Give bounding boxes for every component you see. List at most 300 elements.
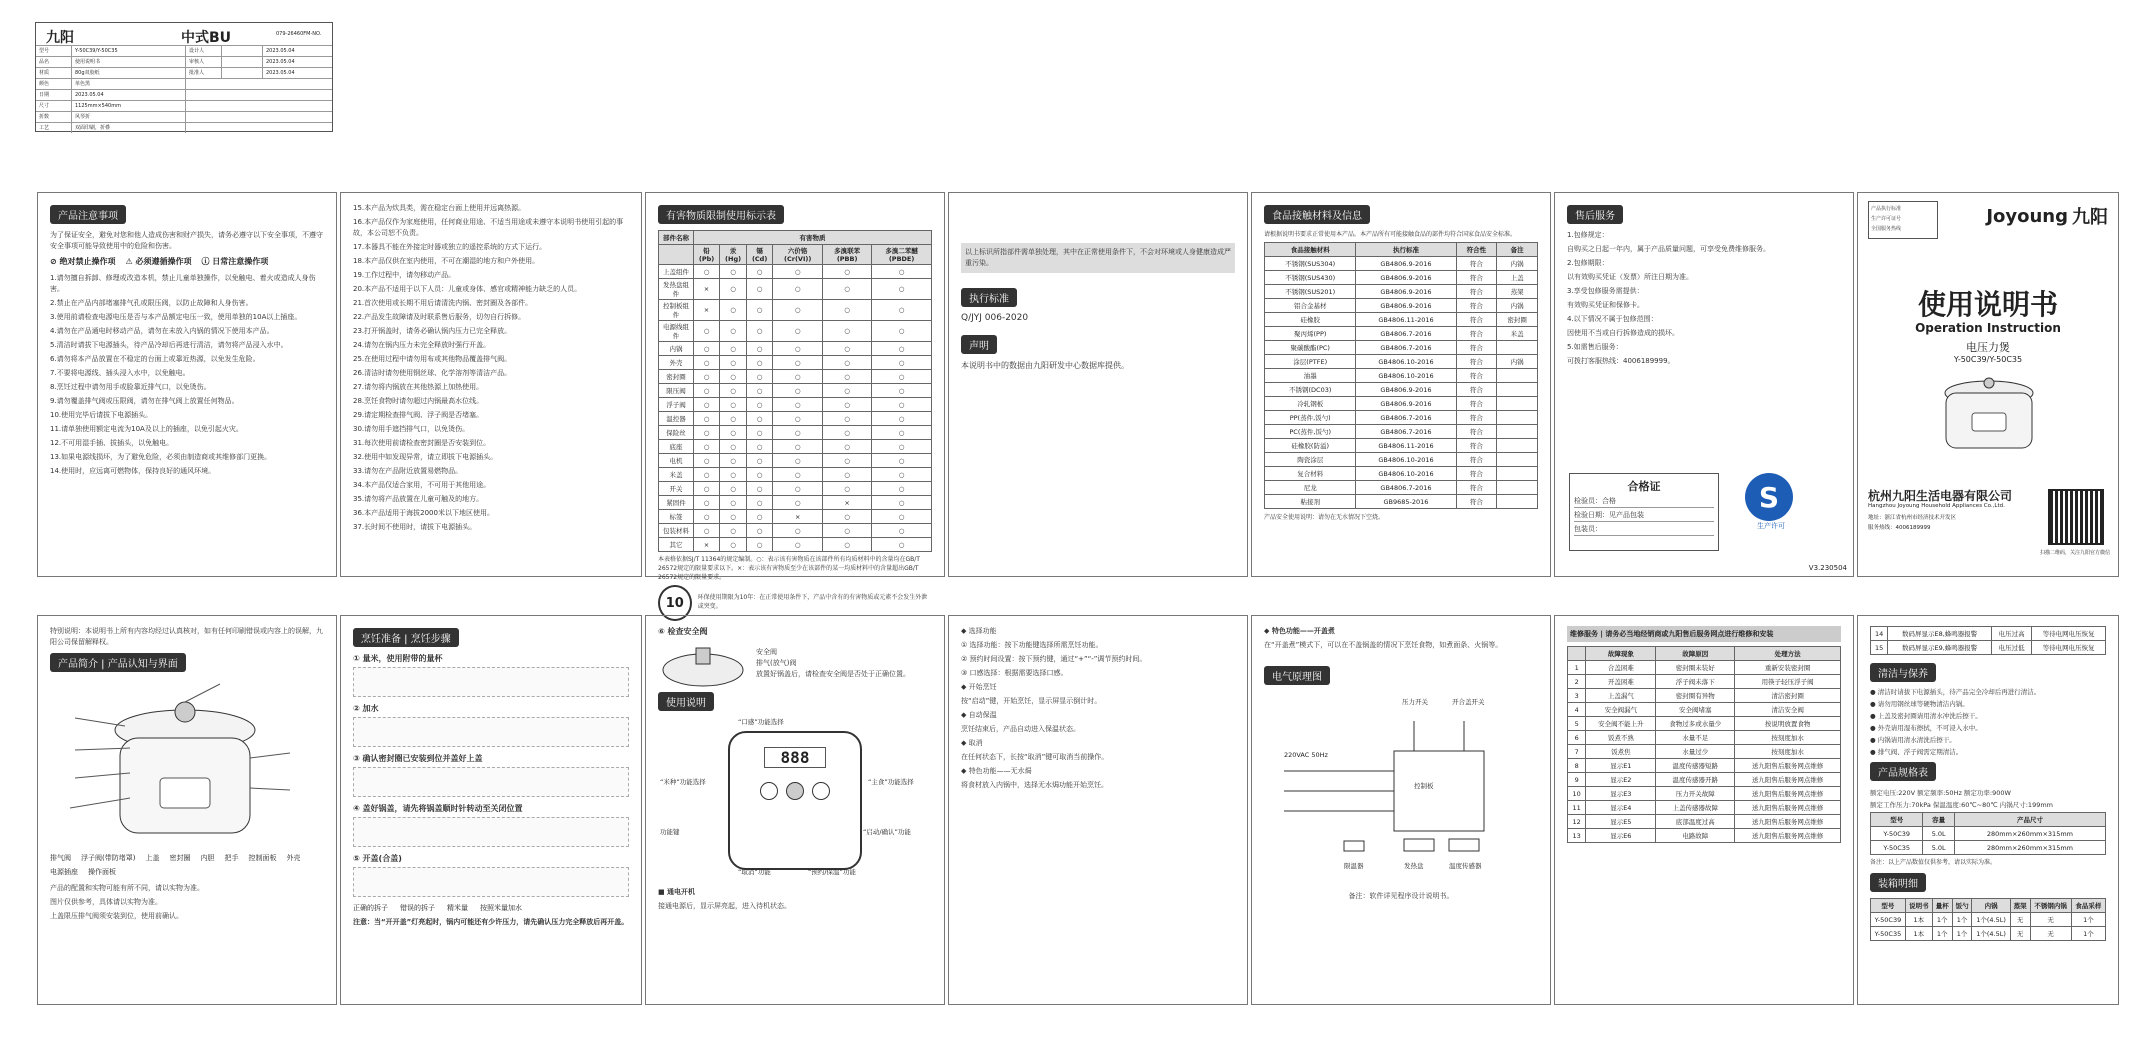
table-cell: 280mm×260mm×315mm xyxy=(1954,827,2105,841)
circuit-header: 电气原理图 xyxy=(1264,666,1330,685)
cert-row: 检验员：合格 xyxy=(1574,496,1714,508)
table-cell: 数码屏显示E8,蜂鸣器报警 xyxy=(1888,627,1992,641)
table-cell: 5.0L xyxy=(1923,841,1954,855)
table-cell: 不锈钢(SUS430) xyxy=(1265,271,1356,285)
table-cell: 符合 xyxy=(1456,257,1497,271)
table-cell: PC(蒸件,饭勺) xyxy=(1265,425,1356,439)
safety-item: 1.请勿擅自拆卸、修理或改造本机，禁止儿童单独操作，以免触电、着火或造成人身伤害。 xyxy=(50,274,316,293)
part-label: 内胆 xyxy=(200,854,215,862)
part-label: 把手 xyxy=(224,854,239,862)
table-header-cell: 食品采样 xyxy=(2071,899,2105,913)
table-header-cell xyxy=(1568,647,1586,661)
sign-label: 设计人 xyxy=(186,46,222,56)
table-cell: 蒸架 xyxy=(1497,285,1538,299)
cancel-button[interactable] xyxy=(812,782,830,800)
safety-panel-2 xyxy=(340,192,642,577)
cover-info-box xyxy=(1868,201,1938,239)
table-cell: 符合 xyxy=(1456,495,1497,509)
table-cell: 电源线组件 xyxy=(659,321,694,342)
spec-row xyxy=(36,45,332,56)
table-cell: 符合 xyxy=(1456,369,1497,383)
table-cell: 13 xyxy=(1568,829,1586,843)
table-cell: 1 xyxy=(1568,661,1586,675)
safety-items xyxy=(50,273,324,477)
table-header-cell: 部件名称 xyxy=(659,231,694,245)
spec-row xyxy=(1871,827,2106,841)
spec-row-value: 2023.05.04 xyxy=(72,90,186,100)
table-cell: 重新安装密封圈 xyxy=(1735,661,1841,675)
table-cell: ○ xyxy=(720,265,747,279)
start-button[interactable] xyxy=(786,782,804,800)
table-cell: 符合 xyxy=(1456,481,1497,495)
table-cell: ○ xyxy=(872,524,932,538)
cooker-illustration xyxy=(1934,371,2044,461)
repair-row xyxy=(1568,731,1841,745)
table-cell: ○ xyxy=(693,468,719,482)
table-cell: ○ xyxy=(693,265,719,279)
intro-header: 产品简介 | 产品认知与界面 xyxy=(50,653,186,672)
cooking-step: ② 加水 xyxy=(353,704,379,713)
table-cell: 1本 xyxy=(1905,927,1932,941)
table-cell: 9 xyxy=(1568,773,1586,787)
table-header-cell: 多溴联苯(PBB) xyxy=(823,245,872,265)
logo-cn: 九阳 xyxy=(2072,207,2108,228)
table-cell: ○ xyxy=(720,321,747,342)
table-cell: ○ xyxy=(872,265,932,279)
safety-item: 21.首次使用或长期不用后请清洗内锅、密封圈及各部件。 xyxy=(353,299,533,307)
certificate xyxy=(1569,473,1719,551)
table-cell: 送九阳售后服务网点维修 xyxy=(1735,815,1841,829)
table-cell: 符合 xyxy=(1456,383,1497,397)
spec-panel xyxy=(1857,615,2119,1005)
table-cell: PP(蒸件,饭勺) xyxy=(1265,411,1356,425)
table-cell: GB4806.9-2016 xyxy=(1356,397,1456,411)
table-header-cell: 说明书 xyxy=(1905,899,1932,913)
spec-row-value: 使用说明书 xyxy=(72,57,186,67)
circuit-label: 开合盖开关 xyxy=(1452,698,1485,706)
safety-item: 2.禁止在产品内部堵塞排气孔或限压阀，以防止故障和人身伤害。 xyxy=(50,299,253,307)
table-cell: ○ xyxy=(693,342,719,356)
table-cell: 不锈钢(SUS201) xyxy=(1265,285,1356,299)
table-cell: 开关 xyxy=(659,482,694,496)
function-items xyxy=(961,626,1235,791)
spec-row xyxy=(36,78,332,89)
hazard-row xyxy=(659,412,932,426)
table-cell: 显示E1 xyxy=(1586,759,1656,773)
table-cell xyxy=(1497,495,1538,509)
table-cell: ○ xyxy=(747,524,773,538)
after-sales-item: 可拨打客服热线：4006189999。 xyxy=(1567,357,1675,365)
hazard-row xyxy=(659,482,932,496)
table-cell: 其它 xyxy=(659,538,694,552)
table-cell: 上盖漏气 xyxy=(1586,689,1656,703)
safety-item: 26.清洁时请勿使用钢丝球、化学溶剂等清洁产品。 xyxy=(353,369,512,377)
standard-header: 执行标准 xyxy=(961,288,1017,307)
after-sales-panel xyxy=(1554,192,1854,577)
spec-row-label: 工艺 xyxy=(36,123,72,133)
table-cell: ○ xyxy=(872,321,932,342)
table-cell: 符合 xyxy=(1456,285,1497,299)
safety-item: 29.请定期检查排气阀、浮子阀是否堵塞。 xyxy=(353,411,484,419)
table-cell: 12 xyxy=(1568,815,1586,829)
qs-text: 生产许可 xyxy=(1757,522,1785,530)
part-label: 操作面板 xyxy=(88,868,116,876)
table-cell: 2 xyxy=(1568,675,1586,689)
table-cell xyxy=(1497,453,1538,467)
safety-header: 产品注意事项 xyxy=(50,205,126,224)
safety-item: 11.请单独使用额定电流为10A及以上的插座，以免引起火灾。 xyxy=(50,425,243,433)
cooking-label: 正确的拆子 xyxy=(353,904,388,912)
table-cell: ○ xyxy=(773,482,823,496)
table-cell: 尼龙 xyxy=(1265,481,1356,495)
table-cell: ○ xyxy=(872,426,932,440)
table-cell: GB4806.9-2016 xyxy=(1356,299,1456,313)
table-cell: 压力开关故障 xyxy=(1656,787,1735,801)
safety-item: 6.请勿将本产品放置在不稳定的台面上或靠近热源，以免发生危险。 xyxy=(50,355,260,363)
table-cell: 14 xyxy=(1871,627,1888,641)
power-title: ■ 通电开机 xyxy=(658,888,696,896)
function-item: ◆ 开始烹饪 xyxy=(961,683,997,691)
table-header-cell: 故障现象 xyxy=(1586,647,1656,661)
qr-caption: 扫描二维码，关注九阳官方微信 xyxy=(2039,550,2110,556)
spec-line: 额定工作压力:70kPa 保温温度:60℃~80℃ 内锅尺寸:199mm xyxy=(1870,801,2054,809)
function-item: 按“启动”键，开始烹饪，显示屏显示倒计时。 xyxy=(961,697,1102,705)
spec-type: 中式BU xyxy=(181,30,232,46)
spec-row-label: 尺寸 xyxy=(36,101,72,111)
function-item: ◆ 选择功能 xyxy=(961,627,997,635)
safety-item: 30.请勿用手遮挡排气口，以免烫伤。 xyxy=(353,425,470,433)
spec-row-label: 颜色 xyxy=(36,79,72,89)
table-cell: 限压阀 xyxy=(659,384,694,398)
hazard-row xyxy=(659,440,932,454)
table-cell: ○ xyxy=(720,510,747,524)
repair-row xyxy=(1568,703,1841,717)
table-cell xyxy=(1497,481,1538,495)
hazard-row xyxy=(659,300,932,321)
sign-label: 审核人 xyxy=(186,57,222,67)
table-cell: 底座 xyxy=(659,440,694,454)
table-cell: ○ xyxy=(773,279,823,300)
after-sales-item: 5.如需售后服务： xyxy=(1567,343,1623,351)
cover-box-line: 产品执行标准 xyxy=(1871,206,1902,212)
table-cell: ○ xyxy=(773,398,823,412)
standard-value: Q/JYJ 006-2020 xyxy=(961,313,1029,323)
table-cell: 紧固件 xyxy=(659,496,694,510)
table-cell: ○ xyxy=(773,426,823,440)
table-cell: ○ xyxy=(823,279,872,300)
table-cell: ○ xyxy=(872,510,932,524)
table-cell: ○ xyxy=(693,398,719,412)
table-cell: ○ xyxy=(823,300,872,321)
food-row xyxy=(1265,285,1538,299)
table-cell: ○ xyxy=(720,412,747,426)
joyoung-logo xyxy=(1986,203,2108,229)
table-cell: 上盖传感器故障 xyxy=(1656,801,1735,815)
safety-panel-1 xyxy=(37,192,337,577)
table-cell: 送九阳售后服务网点维修 xyxy=(1735,801,1841,815)
hazard-row xyxy=(659,426,932,440)
table-cell: 内锅 xyxy=(659,342,694,356)
safety-item: 28.烹饪食物时请勿超过内锅最高水位线。 xyxy=(353,397,484,405)
table-cell: 不锈钢(SUS304) xyxy=(1265,257,1356,271)
part-label: 电源插座 xyxy=(50,868,78,876)
safety-legend xyxy=(50,256,324,267)
cert-rows xyxy=(1574,496,1714,536)
table-cell: ○ xyxy=(872,384,932,398)
table-cell: 上盖 xyxy=(1497,271,1538,285)
table-cell: 铝合金基材 xyxy=(1265,299,1356,313)
table-cell: ○ xyxy=(747,265,773,279)
table-cell: 电机 xyxy=(659,454,694,468)
hazard-row xyxy=(659,342,932,356)
intro-panel xyxy=(37,615,337,1005)
spec-line: 额定电压:220V 额定频率:50Hz 额定功率:900W xyxy=(1870,789,2011,797)
table-cell: 8 xyxy=(1568,759,1586,773)
function-item: 将食材放入内锅中，选择无水焗功能开始烹饪。 xyxy=(961,781,1108,789)
safety-item: 18.本产品仅供在室内使用，不可在潮湿的地方和户外使用。 xyxy=(353,257,540,265)
table-cell: 5 xyxy=(1568,717,1586,731)
safety-item: 13.如果电源线损坏，为了避免危险，必须由制造商或其维修部门更换。 xyxy=(50,453,272,461)
valve-illustration xyxy=(658,640,748,690)
table-cell: 符合 xyxy=(1456,425,1497,439)
company-address: 地址：浙江省杭州市经济技术开发区 xyxy=(1868,515,1957,521)
table-cell: GB4806.10-2016 xyxy=(1356,369,1456,383)
spec-row-value: 单色黑 xyxy=(72,79,186,89)
function-item: 烹饪结束后，产品自动进入保温状态。 xyxy=(961,725,1080,733)
table-cell: 符合 xyxy=(1456,355,1497,369)
after-sales-items xyxy=(1567,230,1841,367)
intro-note: 图片仅供参考，具体请以实物为准。 xyxy=(50,898,162,906)
table-cell: 280mm×260mm×315mm xyxy=(1954,841,2105,855)
table-cell: ○ xyxy=(747,482,773,496)
circuit-panel xyxy=(1251,615,1551,1005)
cooking-step: ③ 确认密封圈已安装到位并盖好上盖 xyxy=(353,754,483,763)
food-header: 食品接触材料及信息 xyxy=(1264,205,1370,224)
table-cell: GB4806.9-2016 xyxy=(1356,383,1456,397)
spec-row xyxy=(36,67,332,78)
table-cell: 底部温度过高 xyxy=(1656,815,1735,829)
food-row xyxy=(1265,467,1538,481)
hazard-table xyxy=(658,230,932,552)
table-cell: ○ xyxy=(823,482,872,496)
table-cell: GB4806.11-2016 xyxy=(1356,439,1456,453)
table-cell: ○ xyxy=(823,454,872,468)
safety-item: 12.不可用湿手插、拔插头，以免触电。 xyxy=(50,439,174,447)
table-cell: 清洁安全阀 xyxy=(1735,703,1841,717)
cooking-labels xyxy=(353,903,629,913)
table-cell: ○ xyxy=(693,454,719,468)
table-cell: ○ xyxy=(872,454,932,468)
table-cell: ○ xyxy=(747,356,773,370)
table-header-cell: 内锅 xyxy=(1972,899,2010,913)
safety-item: 14.使用时，应远离可燃物体，保持良好的通风环境。 xyxy=(50,467,216,475)
env-period-icon: 10 xyxy=(658,585,692,621)
panel-callout: “预约/保温”功能 xyxy=(808,868,856,876)
table-cell: 涂层(PTFE) xyxy=(1265,355,1356,369)
table-cell: ○ xyxy=(747,370,773,384)
table-cell: 符合 xyxy=(1456,439,1497,453)
spec-note: 备注：以上产品数值仅供参考，请以实际为准。 xyxy=(1870,859,1997,866)
spec-row xyxy=(36,56,332,67)
table-cell: 陶瓷涂层 xyxy=(1265,453,1356,467)
company-en: Hangzhou Joyoung Household Appliances Co.,Ltd. xyxy=(1868,503,2005,509)
spec-row-value: 80g双胶纸 xyxy=(72,68,186,78)
table-cell: 5.0L xyxy=(1923,827,1954,841)
step-illustration xyxy=(353,667,629,697)
table-header-cell: 镉(Cd) xyxy=(747,245,773,265)
table-header-cell: 故障原因 xyxy=(1656,647,1735,661)
table-header-cell: 型号 xyxy=(1871,899,1906,913)
spec-row xyxy=(36,100,332,111)
legend-item: ⚠ 必须遵循操作项 xyxy=(125,257,192,266)
table-cell: 送九阳售后服务网点维修 xyxy=(1735,759,1841,773)
table-cell: 3 xyxy=(1568,689,1586,703)
circuit-label: 发热盘 xyxy=(1404,862,1424,870)
table-cell: ○ xyxy=(773,384,823,398)
table-header-cell xyxy=(659,245,694,265)
table-cell: ○ xyxy=(720,356,747,370)
spec-row-value: 风琴折 xyxy=(72,112,186,122)
table-cell: 饭煮不熟 xyxy=(1586,731,1656,745)
clean-item: ● 清洁时请拔下电源插头，待产品完全冷却后再进行清洁。 xyxy=(1870,688,2041,696)
table-cell: 显示E6 xyxy=(1586,829,1656,843)
table-cell: ○ xyxy=(872,468,932,482)
table-cell: 标签 xyxy=(659,510,694,524)
table-cell: GB9685-2016 xyxy=(1356,495,1456,509)
cooking-step: ⑤ 开盖(合盖) xyxy=(353,854,402,863)
table-cell: ○ xyxy=(823,426,872,440)
function-item: ◆ 取消 xyxy=(961,739,983,747)
table-cell: 1个 xyxy=(2071,927,2105,941)
safety-item: 4.请勿在产品通电时移动产品，请勿在未放入内锅的情况下使用本产品。 xyxy=(50,327,274,335)
repair-row xyxy=(1568,745,1841,759)
safety-item: 27.请勿将内锅放在其他热源上加热使用。 xyxy=(353,383,484,391)
hazard-panel xyxy=(645,192,945,611)
panel-callout: “启动/确认”功能 xyxy=(863,828,911,836)
food-row xyxy=(1265,341,1538,355)
safety-item: 17.本器具不能在外接定时器或独立的遥控系统的方式下运行。 xyxy=(353,243,547,251)
part-label: 外壳 xyxy=(286,854,301,862)
table-cell: 复合材料 xyxy=(1265,467,1356,481)
table-cell: ○ xyxy=(693,482,719,496)
table-cell: 无 xyxy=(2010,913,2030,927)
open-cook-text: 在“开盖煮”模式下，可以在不盖锅盖的情况下烹饪食物，如煮面条、火锅等。 xyxy=(1264,641,1503,649)
after-sales-item: 4.以下情况不属于包修范围： xyxy=(1567,315,1658,323)
food-contact-panel xyxy=(1251,192,1551,577)
food-row xyxy=(1265,383,1538,397)
table-cell: ○ xyxy=(872,412,932,426)
repair-table-cont xyxy=(1870,626,2106,655)
food-row xyxy=(1265,495,1538,509)
function-item: ② 预约时间设置：按下预约键，通过“+”“-”调节预约时间。 xyxy=(961,655,1147,663)
table-cell: 饭煮焦 xyxy=(1586,745,1656,759)
sign-date: 2023.05.04 xyxy=(266,70,295,76)
table-cell: GB4806.7-2016 xyxy=(1356,425,1456,439)
table-cell: GB4806.7-2016 xyxy=(1356,327,1456,341)
table-cell: ○ xyxy=(720,426,747,440)
menu-button[interactable] xyxy=(760,782,778,800)
table-cell: ○ xyxy=(720,384,747,398)
table-cell: 浮子阀 xyxy=(659,398,694,412)
table-cell: 米盖 xyxy=(659,468,694,482)
cover-title: 使用说明书 xyxy=(1917,288,2058,321)
table-cell xyxy=(1497,467,1538,481)
table-cell: 按说明放置食物 xyxy=(1735,717,1841,731)
table-header-cell: 饭勺 xyxy=(1952,899,1972,913)
part-label: 排气阀 xyxy=(50,854,71,862)
table-cell: 聚丙烯(PP) xyxy=(1265,327,1356,341)
safety-item: 35.请勿将产品放置在儿童可触及的地方。 xyxy=(353,495,484,503)
food-row xyxy=(1265,481,1538,495)
repair-title: 维修服务 | 请务必当地经销商或九阳售后服务网点进行维修和安装 xyxy=(1567,626,1841,642)
table-cell: 显示E3 xyxy=(1586,787,1656,801)
table-cell: 内锅 xyxy=(1497,257,1538,271)
part-label: 控制面板 xyxy=(248,854,277,862)
table-cell: 保险丝 xyxy=(659,426,694,440)
safety-item: 33.请勿在产品附近放置易燃物品。 xyxy=(353,467,463,475)
table-cell: 内锅 xyxy=(1497,299,1538,313)
logo-text: Joyoung xyxy=(1986,205,2068,227)
table-cell: ○ xyxy=(872,496,932,510)
function-item: ① 选择功能：按下功能键选择所需烹饪功能。 xyxy=(961,641,1103,649)
control-panel-illustration xyxy=(728,731,862,870)
version-code: V3.230504 xyxy=(1808,564,1847,572)
spec-row-label: 折数 xyxy=(36,112,72,122)
cooking-step: ④ 盖好锅盖，请先将锅盖顺时针转动至关闭位置 xyxy=(353,804,523,813)
table-header-cell: 多溴二苯醚(PBDE) xyxy=(872,245,932,265)
sign-date: 2023.05.04 xyxy=(266,59,295,65)
table-header-cell: 备注 xyxy=(1497,243,1538,257)
table-cell: ○ xyxy=(773,468,823,482)
safety-item: 37.长时间不使用时，请拔下电源插头。 xyxy=(353,523,477,531)
intro-note: 上盖限压排气阀须安装到位，使用前确认。 xyxy=(50,912,183,920)
circuit-caption: 备注：软件详见程序设计说明书。 xyxy=(1348,892,1454,900)
after-sales-item: 3.享受包修服务需提供： xyxy=(1567,287,1644,295)
table-cell: 密封圈未装好 xyxy=(1656,661,1735,675)
hazard-row xyxy=(659,370,932,384)
safety-item: 9.请勿覆盖排气阀或压限阀，请勿在排气阀上放置任何物品。 xyxy=(50,397,239,405)
intro-notes xyxy=(50,883,324,922)
table-cell: 聚碳酸酯(PC) xyxy=(1265,341,1356,355)
table-cell: ○ xyxy=(823,524,872,538)
cooking-label: 按照米量加水 xyxy=(480,904,522,912)
table-cell: 1个 xyxy=(1932,913,1952,927)
cover-models: Y-50C39/Y-50C35 xyxy=(1953,355,2023,364)
spec-lines xyxy=(1870,788,2106,811)
usage-panel xyxy=(645,615,945,1005)
table-cell: 米盖 xyxy=(1497,327,1538,341)
table-cell: ○ xyxy=(872,300,932,321)
panel-callout: “口感”功能选择 xyxy=(738,718,784,726)
valve-label: 排气(放气)阀 xyxy=(756,659,797,667)
after-sales-item: 1.包修规定： xyxy=(1567,231,1609,239)
table-cell: ○ xyxy=(747,412,773,426)
sign-value xyxy=(222,46,263,56)
table-cell: ○ xyxy=(872,342,932,356)
table-cell: ○ xyxy=(823,412,872,426)
table-cell: GB4806.7-2016 xyxy=(1356,411,1456,425)
cover-box-line: 全国服务热线 xyxy=(1871,226,1902,232)
step-illustration xyxy=(353,817,629,847)
table-cell: 硅橡胶(防溢) xyxy=(1265,439,1356,453)
table-cell: ○ xyxy=(720,342,747,356)
table-cell: Y-50C35 xyxy=(1871,927,1906,941)
table-cell xyxy=(1497,369,1538,383)
sign-value xyxy=(222,57,263,67)
table-cell: 不锈钢(DC03) xyxy=(1265,383,1356,397)
spec-row-value: Y-50C39/Y-50C35 xyxy=(72,46,186,56)
part-labels xyxy=(50,853,324,877)
